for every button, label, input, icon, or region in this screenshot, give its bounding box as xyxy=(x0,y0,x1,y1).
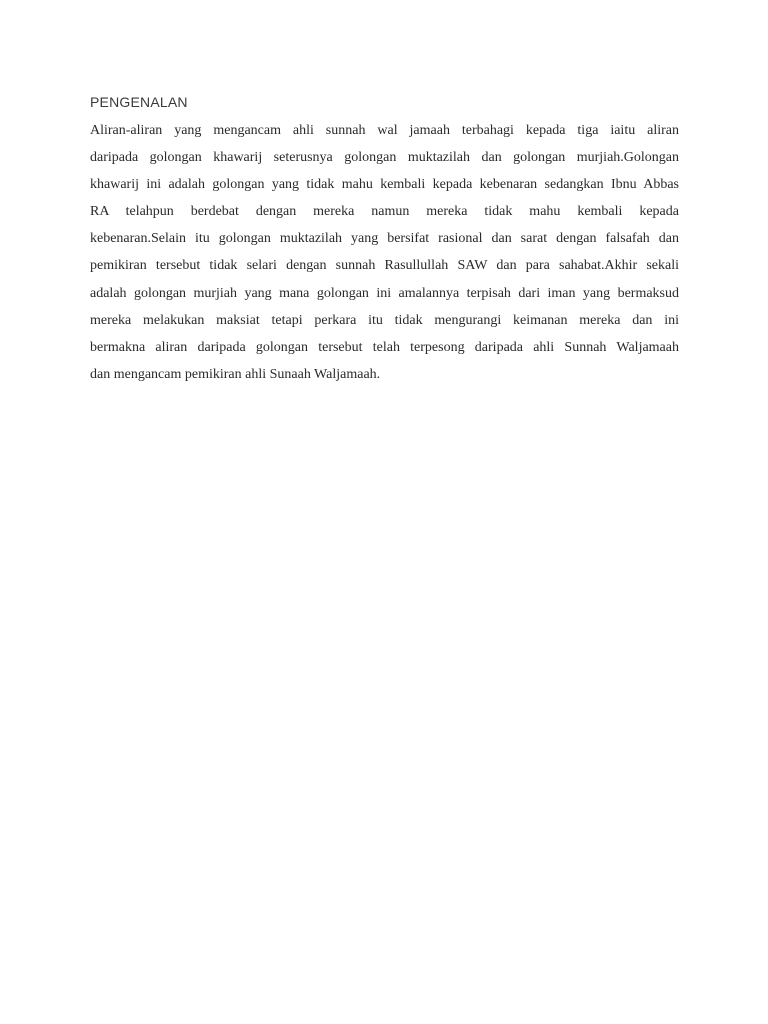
paragraph-line: kebenaran.Selain itu golongan muktazilah yang bersifat rasional dan sarat dengan falsafah dan xyxy=(90,231,679,247)
paragraph-line: pemikiran tersebut tidak selari dengan sunnah Rasullullah SAW dan para sahabat.Akhir sekali xyxy=(90,258,679,274)
paragraph-line: bermakna aliran daripada golongan tersebut telah terpesong daripada ahli Sunnah Waljamaah xyxy=(90,339,679,355)
section-heading: PENGENALAN xyxy=(90,94,188,110)
paragraph-line: khawarij ini adalah golongan yang tidak mahu kembali kepada kebenaran sedangkan Ibnu Abbas xyxy=(90,177,679,193)
body-paragraph xyxy=(90,117,679,388)
paragraph-line: daripada golongan khawarij seterusnya golongan muktazilah dan golongan murjiah.Golongan xyxy=(90,150,679,166)
paragraph-line: dan mengancam pemikiran ahli Sunaah Waljamaah. xyxy=(90,366,381,382)
paragraph-line: adalah golongan murjiah yang mana golongan ini amalannya terpisah dari iman yang bermaksud xyxy=(90,285,679,301)
paragraph-line: RA telahpun berdebat dengan mereka namun mereka tidak mahu kembali kepada xyxy=(90,204,679,220)
paragraph-line: Aliran-aliran yang mengancam ahli sunnah wal jamaah terbahagi kepada tiga iaitu aliran xyxy=(90,123,679,138)
document-content xyxy=(90,93,679,388)
paragraph-line: mereka melakukan maksiat tetapi perkara itu tidak mengurangi keimanan mereka dan ini xyxy=(90,312,679,328)
